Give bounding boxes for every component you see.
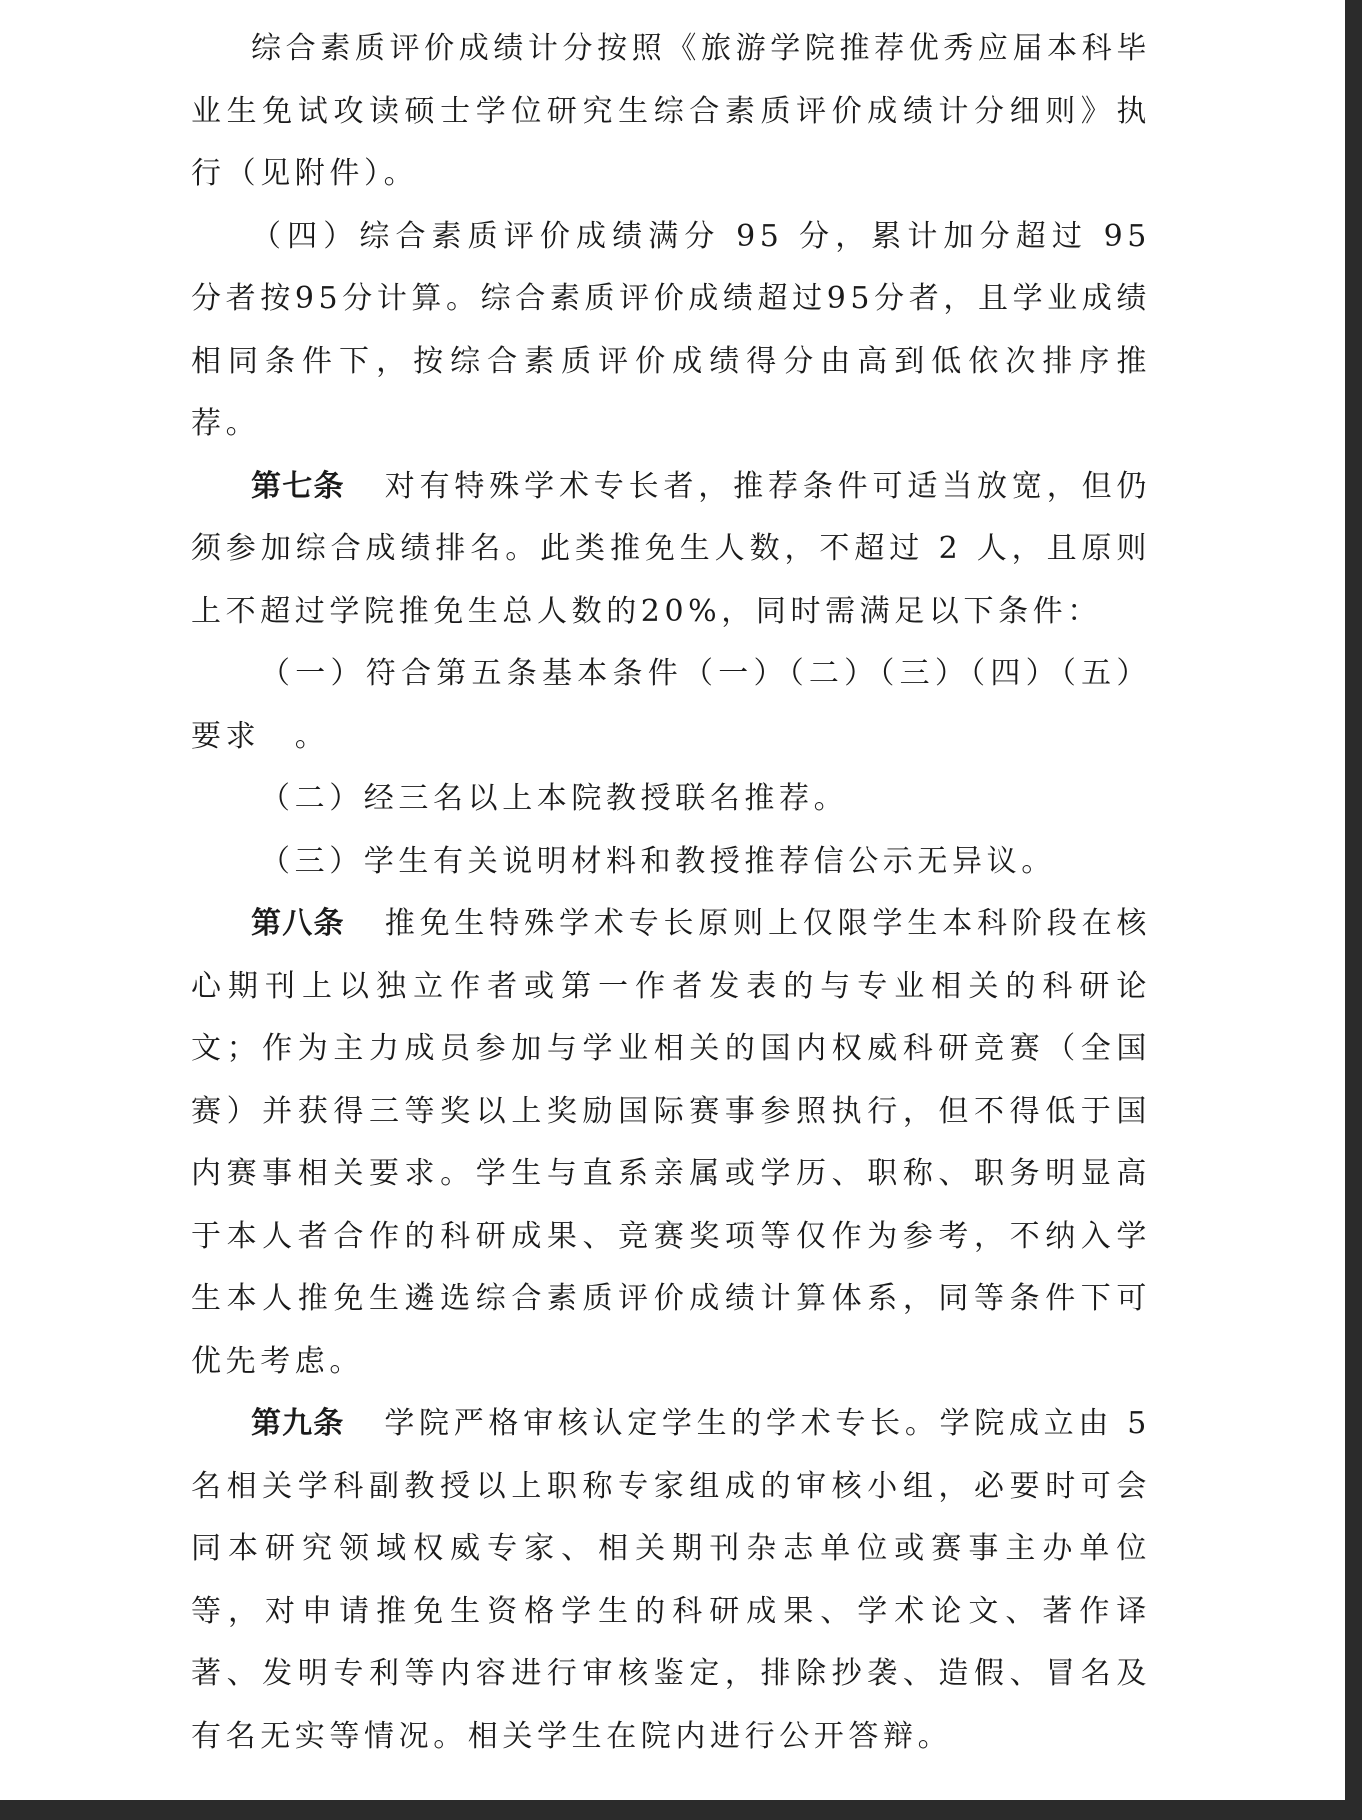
paragraph-score-cap: （四）综合素质评价成绩满分 95 分，累计加分超过 95 分者按95分计算。综合素质评价成绩超过95分者，且学业成绩相同条件下，按综合素质评价成绩得分由高到低依次排序推荐。 xyxy=(191,218,1151,441)
article-7-condition-3: （三）学生有关说明材料和教授推荐信公示无异议。 xyxy=(260,843,1056,879)
article-9-title: 第九条 xyxy=(251,1406,345,1441)
article-7-condition-1: （一）符合第五条基本条件（一）（二）（三）（四）（五）要求 。 xyxy=(191,656,1151,754)
paragraph-scoring-rules: 综合素质评价成绩计分按照《旅游学院推荐优秀应届本科毕业生免试攻读硕士学位研究生综合素质评价成绩计分细则》执行（见附件）。 xyxy=(191,31,1151,191)
document-body xyxy=(191,18,1151,1768)
viewer-edge-bottom xyxy=(0,1800,1362,1820)
article-7-condition-2: （二）经三名以上本院教授联名推荐。 xyxy=(260,781,849,816)
article-7-title: 第七条 xyxy=(251,468,345,504)
viewer-edge-right xyxy=(1345,0,1362,1820)
article-8 xyxy=(191,893,1151,1393)
article-8-body: 推免生特殊学术专长原则上仅限学生本科阶段在核心期刊上以独立作者或第一作者发表的与专业相关的科研论文；作为主力成员参加与学业相关的国内权威科研竞赛（全国赛）并获得三等奖以上奖励国际赛事参照执行，但不得低于国内赛事相关要求。学生与直系亲属或学历、职称、职务明显高于本人者合作的科研成果、竞赛奖项等仅作为参考，不纳入学生本人推免生遴选综合素质评价成绩计算体系，同等条件下可优先考虑。 xyxy=(191,906,1152,1379)
article-7-body: 对有特殊学术专长者，推荐条件可适当放宽，但仍须参加综合成绩排名。此类推免生人数，不超过 2 人，且原则上不超过学院推免生总人数的20%，同时需满足以下条件： xyxy=(191,468,1152,629)
article-8-title: 第八条 xyxy=(251,906,345,941)
article-7 xyxy=(191,456,1151,644)
article-9-body: 学院严格审核认定学生的学术专长。学院成立由 5 名相关学科副教授以上职称专家组成的审核小组，必要时可会同本研究领域权威专家、相关期刊杂志单位或赛事主办单位等，对申请推免生资格学生的科研成果、学术论文、著作译著、发明专利等内容进行审核鉴定，排除抄袭、造假、冒名及有名无实等情况。相关学生在院内进行公开答辩。 xyxy=(191,1406,1151,1754)
article-9 xyxy=(191,1393,1151,1768)
